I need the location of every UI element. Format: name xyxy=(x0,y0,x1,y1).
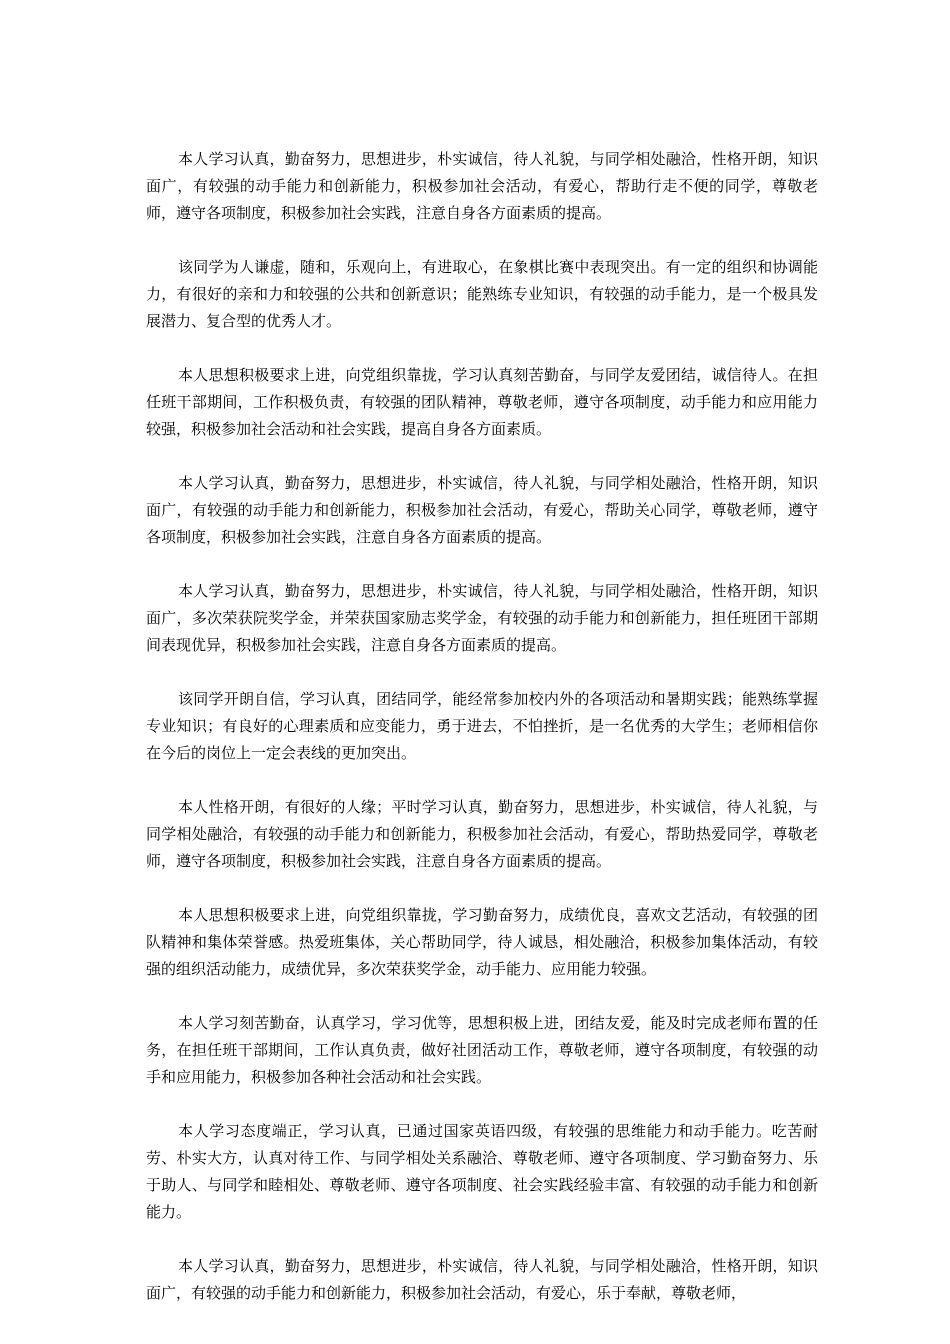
paragraph-6: 该同学开朗自信，学习认真，团结同学，能经常参加校内外的各项活动和暑期实践；能熟练掌握专业知识；有良好的心理素质和应变能力，勇于进去，不怕挫折，是一名优秀的大学生；老师相信你在今后的岗位上一定会表线的更加突出。 xyxy=(146,690,818,762)
paragraph-1: 本人学习认真，勤奋努力，思想进步，朴实诚信，待人礼貌，与同学相处融洽，性格开朗，知识面广，有较强的动手能力和创新能力，积极参加社会活动，有爱心，帮助行走不便的同学，尊敬老师，遵守各项制度，积极参加社会实践，注意自身各方面素质的提高。 xyxy=(146,150,818,222)
paragraph-3: 本人思想积极要求上进，向党组织靠拢，学习认真刻苦勤奋，与同学友爱团结，诚信待人。在担任班干部期间，工作积极负责，有较强的团队精神，尊敬老师，遵守各项制度，动手能力和应用能力较强，积极参加社会活动和社会实践，提高自身各方面素质。 xyxy=(146,366,818,438)
paragraph-10: 本人学习态度端正，学习认真，已通过国家英语四级，有较强的思维能力和动手能力。吃苦耐劳、朴实大方，认真对待工作、与同学相处关系融洽、尊敬老师、遵守各项制度、学习勤奋努力、乐于助人、与同学和睦相处、尊敬老师、遵守各项制度、社会实践经验丰富、有较强的动手能力和创新能力。 xyxy=(146,1122,818,1221)
paragraph-2: 该同学为人谦虚，随和，乐观向上，有进取心，在象棋比赛中表现突出。有一定的组织和协调能力，有很好的亲和力和较强的公共和创新意识；能熟练专业知识，有较强的动手能力，是一个极具发展潜力、复合型的优秀人才。 xyxy=(146,258,818,330)
paragraph-7: 本人性格开朗，有很好的人缘；平时学习认真，勤奋努力，思想进步，朴实诚信，待人礼貌，与同学相处融洽，有较强的动手能力和创新能力，积极参加社会活动，有爱心，帮助热爱同学，尊敬老师，遵守各项制度，积极参加社会实践，注意自身各方面素质的提高。 xyxy=(146,798,818,870)
paragraph-11: 本人学习认真，勤奋努力，思想进步，朴实诚信，待人礼貌，与同学相处融洽，性格开朗，知识面广，有较强的动手能力和创新能力，积极参加社会活动，有爱心，乐于奉献，尊敬老师， xyxy=(146,1257,818,1302)
paragraph-4: 本人学习认真，勤奋努力，思想进步，朴实诚信，待人礼貌，与同学相处融洽，性格开朗，知识面广，有较强的动手能力和创新能力，积极参加社会活动，有爱心，帮助关心同学，尊敬老师，遵守各项制度，积极参加社会实践，注意自身各方面素质的提高。 xyxy=(146,474,818,546)
document-body xyxy=(146,146,818,1334)
paragraph-9: 本人学习刻苦勤奋，认真学习，学习优等，思想积极上进，团结友爱，能及时完成老师布置的任务，在担任班干部期间，工作认真负责，做好社团活动工作，尊敬老师，遵守各项制度，有较强的动手和应用能力，积极参加各种社会活动和社会实践。 xyxy=(146,1014,818,1086)
paragraph-5: 本人学习认真，勤奋努力，思想进步，朴实诚信，待人礼貌，与同学相处融洽，性格开朗，知识面广，多次荣获院奖学金，并荣获国家励志奖学金，有较强的动手能力和创新能力，担任班团干部期间表现优异，积极参加社会实践，注意自身各方面素质的提高。 xyxy=(146,582,818,654)
paragraph-8: 本人思想积极要求上进，向党组织靠拢，学习勤奋努力，成绩优良，喜欢文艺活动，有较强的团队精神和集体荣誉感。热爱班集体，关心帮助同学，待人诚恳，相处融洽，积极参加集体活动，有较强的组织活动能力，成绩优异，多次荣获奖学金，动手能力、应用能力较强。 xyxy=(146,906,818,978)
